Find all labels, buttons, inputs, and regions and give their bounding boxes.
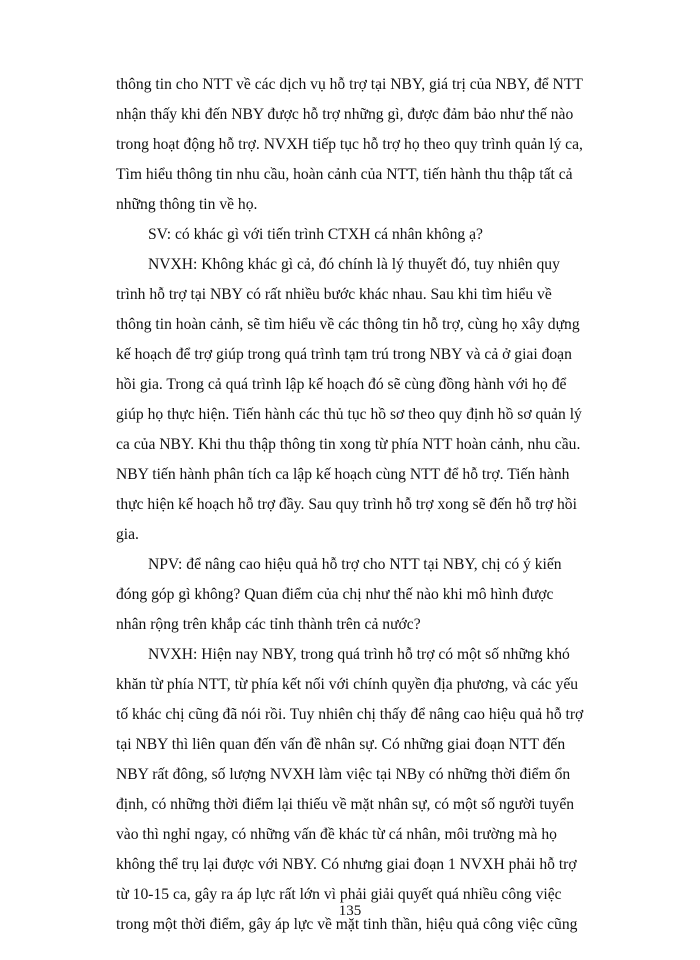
page-number: 135 — [338, 903, 362, 919]
text-line: Tìm hiểu thông tin nhu cầu, hoàn cảnh của NTT, tiến hành thu thập tất cả — [116, 166, 573, 183]
text-line: những thông tin về họ. — [116, 196, 258, 213]
text-line: vào thì nghỉ ngay, có những vấn đề khác từ cá nhân, môi trường mà họ — [116, 826, 557, 843]
text-line: đóng góp gì không? Quan điểm của chị như thế nào khi mô hình được — [116, 586, 554, 603]
text-line: nhận thấy khi đến NBY được hỗ trợ những gì, được đảm bảo như thế nào — [116, 106, 574, 123]
text-line: NBY rất đông, số lượng NVXH làm việc tại NBy có những thời điểm ổn — [116, 766, 571, 783]
text-line: NVXH: Hiện nay NBY, trong quá trình hỗ trợ có một số những khó — [148, 646, 570, 663]
text-line: trình hỗ trợ tại NBY có rất nhiều bước khác nhau. Sau khi tìm hiểu về — [116, 286, 552, 303]
text-line: không thể trụ lại được với NBY. Có nhưng giai đoạn 1 NVXH phải hỗ trợ — [116, 856, 577, 873]
text-line: ca của NBY. Khi thu thập thông tin xong từ phía NTT hoàn cảnh, nhu cầu. — [116, 436, 581, 453]
text-line: thông tin hoàn cảnh, sẽ tìm hiểu về các thông tin hỗ trợ, cùng họ xây dựng — [116, 316, 580, 333]
text-line: gia. — [116, 526, 139, 543]
text-line: tố khác chị cũng đã nói rồi. Tuy nhiên chị thấy để nâng cao hiệu quả hỗ trợ — [116, 706, 584, 723]
text-line: kế hoạch để trợ giúp trong quá trình tạm trú trong NBY và cả ở giai đoạn — [116, 346, 572, 363]
text-line: trong một thời điểm, gây áp lực về mặt tinh thần, hiệu quả công việc cũng — [116, 916, 578, 933]
text-line: giúp họ thực hiện. Tiến hành các thủ tục hồ sơ theo quy định hồ sơ quản lý — [116, 406, 582, 423]
text-line: thực hiện kế hoạch hỗ trợ đầy. Sau quy trình hỗ trợ xong sẽ đến hỗ trợ hồi — [116, 496, 577, 513]
text-line: NVXH: Không khác gì cả, đó chính là lý thuyết đó, tuy nhiên quy — [148, 256, 560, 273]
text-line: tại NBY thì liên quan đến vấn đề nhân sự. Có những giai đoạn NTT đến — [116, 736, 566, 753]
text-line: khăn từ phía NTT, từ phía kết nối với chính quyền địa phương, và các yếu — [116, 676, 579, 693]
text-line: thông tin cho NTT về các dịch vụ hỗ trợ tại NBY, giá trị của NBY, để NTT — [116, 76, 583, 93]
text-line: NPV: để nâng cao hiệu quả hỗ trợ cho NTT tại NBY, chị có ý kiến — [148, 556, 562, 573]
text-line: định, có những thời điểm lại thiếu về mặt nhân sự, có một số người tuyển — [116, 796, 575, 813]
text-line: trong hoạt động hỗ trợ. NVXH tiếp tục hỗ trợ họ theo quy trình quản lý ca, — [116, 136, 583, 153]
text-line: NBY tiến hành phân tích ca lập kế hoạch cùng NTT để hỗ trợ. Tiến hành — [116, 466, 570, 483]
document-page — [116, 70, 616, 940]
text-line: từ 10-15 ca, gây ra áp lực rất lớn vì phải giải quyết quá nhiều công việc — [116, 886, 562, 903]
text-line: hồi gia. Trong cả quá trình lập kế hoạch đó sẽ cùng đồng hành với họ để — [116, 376, 567, 393]
text-line: SV: có khác gì với tiến trình CTXH cá nhân không ạ? — [148, 226, 483, 243]
text-line: nhân rộng trên khắp các tỉnh thành trên cả nước? — [116, 616, 421, 633]
